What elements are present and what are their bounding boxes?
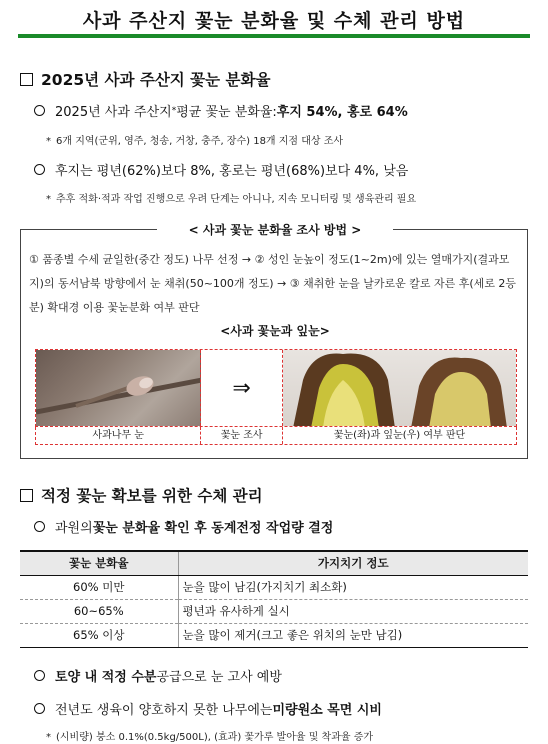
caption-apple-bud: 사과나무 눈 bbox=[36, 427, 201, 444]
section1-bullet2: 후지는 평년(62%)보다 8%, 홍로는 평년(68%)보다 4%, 낮음 bbox=[34, 160, 408, 179]
table-row bbox=[20, 575, 528, 599]
table-cell-rate: 60% 미만 bbox=[20, 575, 178, 599]
table-header-row bbox=[20, 551, 528, 575]
arrow-icon: ⇒ bbox=[201, 350, 283, 426]
table-cell-rate: 60~65% bbox=[20, 599, 178, 623]
page-title: 사과 주산지 꽃눈 분화율 및 수체 관리 방법 bbox=[82, 9, 466, 32]
section2-bullet2: 토양 내 적정 수분 공급으로 눈 고사 예방 bbox=[34, 666, 282, 685]
square-bullet-icon bbox=[20, 73, 33, 86]
section2-bullet1: 과원의 꽃눈 분화율 확인 후 동계전정 작업량 결정 bbox=[34, 517, 333, 536]
circle-bullet-icon bbox=[34, 164, 45, 175]
table-row bbox=[20, 599, 528, 623]
section1-note1: * 6개 지역(군위, 영주, 청송, 거창, 충주, 장수) 18개 지점 대상 조사 bbox=[46, 136, 344, 147]
survey-title: < 사과 꽃눈 분화율 조사 방법 > bbox=[157, 221, 393, 239]
table-row bbox=[20, 623, 528, 647]
photo-captions bbox=[35, 427, 517, 445]
circle-bullet-icon bbox=[34, 105, 45, 116]
table-cell-pruning: 눈을 많이 제거(크고 좋은 위치의 눈만 남김) bbox=[178, 623, 528, 647]
section2-heading: 적정 꽃눈 확보를 위한 수체 관리 bbox=[20, 484, 263, 506]
pruning-table bbox=[20, 550, 528, 648]
circle-bullet-icon bbox=[34, 670, 45, 681]
section1-heading: 2025년 사과 주산지 꽃눈 분화율 bbox=[20, 68, 270, 90]
photo-group-title: <사과 꽃눈과 잎눈> bbox=[220, 324, 330, 338]
section2-bullet3: 전년도 생육이 양호하지 못한 나무에는 미량원소 목면 시비 bbox=[34, 699, 382, 718]
bud-cross-section-photo bbox=[283, 350, 516, 426]
square-bullet-icon bbox=[20, 489, 33, 502]
apple-bud-photo bbox=[36, 350, 201, 426]
caption-bud-judgement: 꽃눈(좌)과 잎눈(우) 여부 판단 bbox=[333, 430, 466, 441]
table-header-pruning: 가지치기 정도 bbox=[178, 551, 528, 575]
table-cell-pruning: 평년과 유사하게 실시 bbox=[178, 599, 528, 623]
survey-method-box bbox=[20, 223, 528, 459]
section1-bullet1: 2025년 사과 주산지 * 평균 꽃눈 분화율: 후지 54%, 홍로 64% bbox=[34, 101, 408, 120]
table-cell-pruning: 눈을 많이 남김(가지치기 최소화) bbox=[178, 575, 528, 599]
caption-bud-survey: 꽃눈 조사 bbox=[201, 427, 283, 444]
circle-bullet-icon bbox=[34, 521, 45, 532]
photo-strip bbox=[35, 349, 517, 427]
page-title-bar bbox=[18, 4, 530, 38]
table-header-rate: 꽃눈 분화율 bbox=[20, 551, 178, 575]
section2-note3: * (시비량) 붕소 0.1%(0.5kg/500L), (효과) 꽃가루 발아율 및 착과율 증가 bbox=[46, 732, 374, 743]
circle-bullet-icon bbox=[34, 703, 45, 714]
table-cell-rate: 65% 이상 bbox=[20, 623, 178, 647]
section1-note2: * 추후 적화·적과 작업 진행으로 우려 단계는 아니나, 지속 모니터링 및 생육관리 필요 bbox=[46, 194, 417, 205]
survey-text: ① 품종별 수세 균일한(중간 정도) 나무 선정 → ② 성인 눈높이 정도(1~2m)에 있는 열매가지(결과모지)의 동서남북 방향에서 눈 채취(50~100개 정도) → ③ 채취한 눈을 날카로운 칼로 자른 후(세로 2등분) 확대경 이용 꽃눈분화 여부 판단 bbox=[29, 253, 517, 314]
